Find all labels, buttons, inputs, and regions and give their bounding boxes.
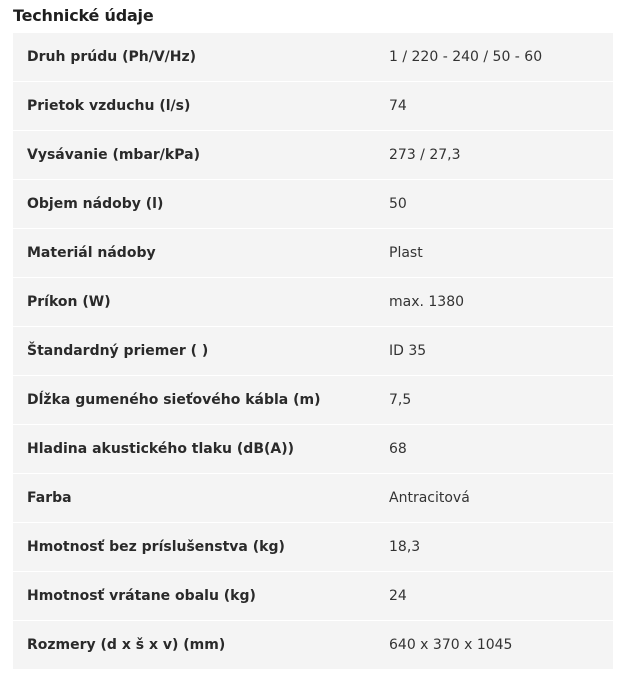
spec-label: Druh prúdu (Ph/V/Hz) (13, 33, 389, 82)
table-row (13, 33, 613, 82)
spec-label: Materiál nádoby (13, 229, 389, 278)
spec-label: Hmotnosť vrátane obalu (kg) (13, 572, 389, 621)
spec-value: ID 35 (389, 327, 613, 376)
spec-label: Dĺžka gumeného sieťového kábla (m) (13, 376, 389, 425)
table-row (13, 327, 613, 376)
table-row (13, 278, 613, 327)
spec-label: Farba (13, 474, 389, 523)
spec-table (13, 33, 613, 670)
page-title: Technické údaje (13, 6, 154, 25)
spec-label: Rozmery (d x š x v) (mm) (13, 621, 389, 670)
table-row (13, 523, 613, 572)
spec-value: 74 (389, 82, 613, 131)
table-row (13, 82, 613, 131)
spec-label: Príkon (W) (13, 278, 389, 327)
table-row (13, 572, 613, 621)
table-row (13, 180, 613, 229)
spec-label: Objem nádoby (l) (13, 180, 389, 229)
spec-label: Hmotnosť bez príslušenstva (kg) (13, 523, 389, 572)
table-row (13, 131, 613, 180)
spec-value: 640 x 370 x 1045 (389, 621, 613, 670)
spec-value: max. 1380 (389, 278, 613, 327)
spec-value: 24 (389, 572, 613, 621)
table-row (13, 229, 613, 278)
spec-label: Vysávanie (mbar/kPa) (13, 131, 389, 180)
spec-label: Prietok vzduchu (l/s) (13, 82, 389, 131)
spec-value: 50 (389, 180, 613, 229)
spec-value: Antracitová (389, 474, 613, 523)
table-row (13, 474, 613, 523)
spec-value: 1 / 220 - 240 / 50 - 60 (389, 33, 613, 82)
table-row (13, 425, 613, 474)
spec-value: 273 / 27,3 (389, 131, 613, 180)
spec-label: Hladina akustického tlaku (dB(A)) (13, 425, 389, 474)
spec-value: 7,5 (389, 376, 613, 425)
spec-value: 18,3 (389, 523, 613, 572)
spec-value: Plast (389, 229, 613, 278)
table-row (13, 376, 613, 425)
spec-label: Štandardný priemer ( ) (13, 327, 389, 376)
table-row (13, 621, 613, 670)
spec-value: 68 (389, 425, 613, 474)
